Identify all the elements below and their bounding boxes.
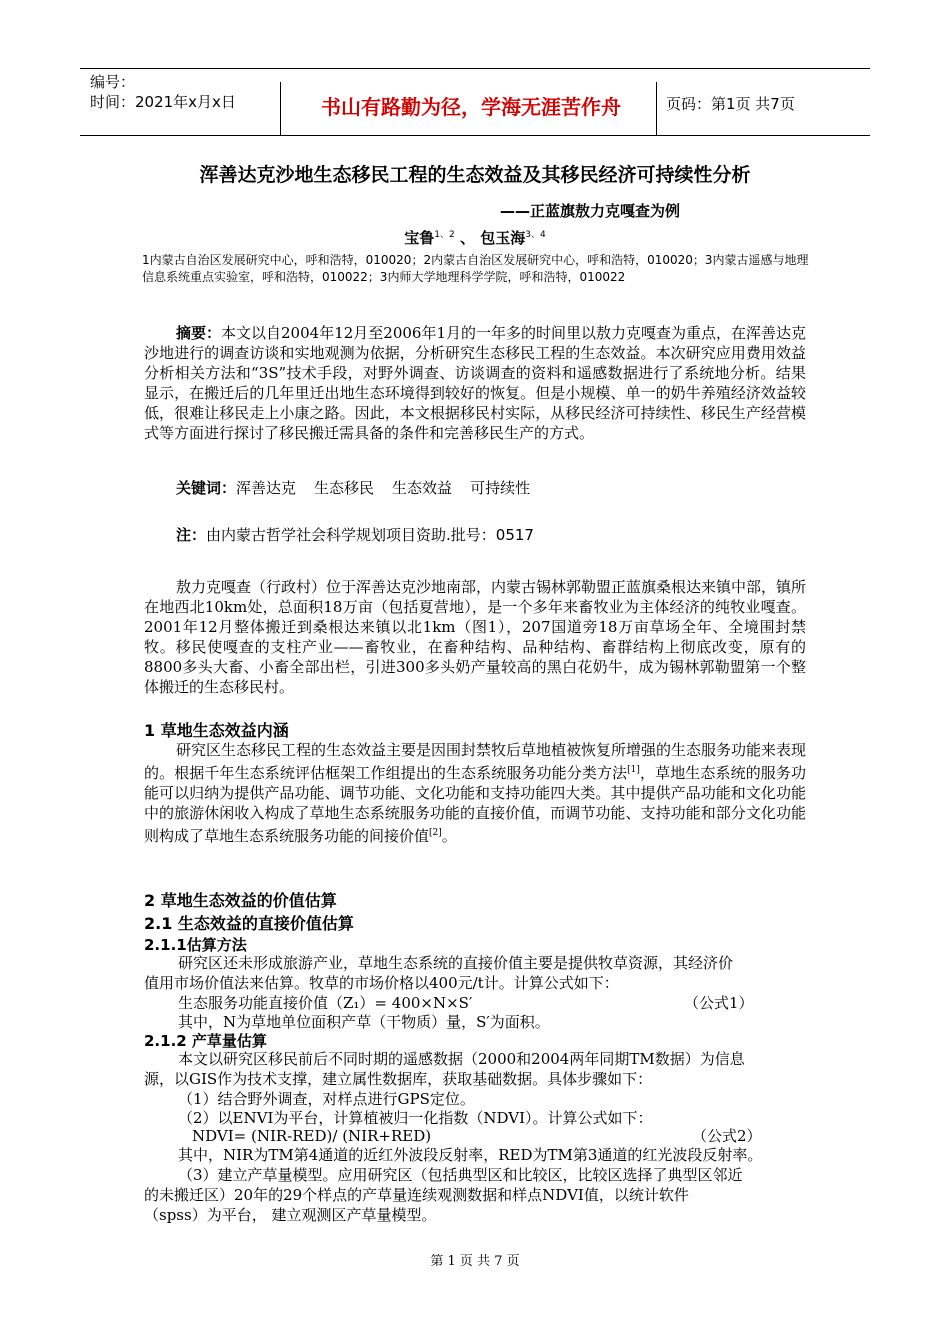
- header-top-rule: [80, 68, 870, 69]
- author-2-affil: 3、4: [525, 230, 546, 240]
- abstract-label: 摘要：: [176, 324, 222, 342]
- method-line-3: 其中，N为草地单位面积产草（干物质）量，S′为面积。: [178, 1013, 550, 1031]
- keyword-item: 可持续性: [470, 479, 531, 497]
- step-2: （2）以ENVI为平台，计算植被归一化指数（NDVI）。计算公式如下：: [178, 1109, 653, 1127]
- author-1: 宝鲁: [404, 229, 435, 247]
- page-footer: 第 1 页 共 7 页: [430, 1254, 520, 1269]
- step-3-line-1: （3）建立产草量模型。应用研究区（包括典型区和比较区，比较区选择了典型区邻近: [178, 1166, 743, 1184]
- formula-2-tag: （公式2）: [692, 1127, 762, 1145]
- section-1-heading: 1 草地生态效益内涵: [144, 721, 289, 740]
- doc-number-label: 编号：: [90, 73, 136, 91]
- header-meta: [90, 72, 236, 112]
- formula-1: 生态服务功能直接价值（Z₁）= 400×N×S′: [178, 994, 473, 1012]
- citation-1: [1]: [627, 765, 640, 775]
- section-2-heading: 2 草地生态效益的价值估算: [144, 891, 337, 910]
- formula-2: NDVI= (NIR-RED)/ (NIR+RED): [192, 1127, 432, 1145]
- keyword-item: 生态效益: [392, 479, 453, 497]
- intro-text: 敖力克嘎查（行政村）位于浑善达克沙地南部，内蒙古锡林郭勒盟正蓝旗桑根达来镇中部，镇所在地西北10km处，总面积18万亩（包括夏营地），是一个多年来畜牧业为主体经济的纯牧业嘎查。2001年12月整体搬迁到桑根达来镇以北1km（图1），207国道旁18万亩草场全年、全境围封禁牧。移民使嘎查的支柱产业——畜牧业，在畜种结构、品种结构、畜群结构上彻底改变，原有的8800多头大畜、小畜全部出栏，引进300多头奶产量较高的黑白花奶牛，成为锡林郭勒盟第一个整体搬迁的生态移民村。: [144, 578, 807, 696]
- header-bottom-rule: [80, 135, 870, 136]
- intro-paragraph: [144, 577, 806, 697]
- keywords: [176, 477, 548, 498]
- citation-2: [2]: [429, 828, 442, 838]
- header-motto: 书山有路勤为径，学海无涯苦作舟: [321, 95, 621, 119]
- keyword-item: 生态移民: [314, 479, 375, 497]
- abstract: [144, 323, 806, 443]
- estimate-line-2: 源，以GIS作为技术支撑，建立属性数据库，获取基础数据。具体步骤如下：: [144, 1070, 653, 1088]
- section-1-text-c: 。: [441, 827, 457, 845]
- affiliations: 1内蒙古自治区发展研究中心，呼和浩特，010020；2内蒙古自治区发展研究中心，呼和浩特，010020；3内蒙古遥感与地理信息系统重点实验室，呼和浩特，010022；3内师大学地理科学学院，呼和浩特，010022: [142, 253, 809, 284]
- paper-title: 浑善达克沙地生态移民工程的生态效益及其移民经济可持续性分析: [199, 164, 751, 186]
- section-2-1-heading: 2.1 生态效益的直接价值估算: [144, 914, 354, 933]
- author-2: 包玉海: [480, 229, 526, 247]
- keyword-item: 浑善达克: [236, 479, 297, 497]
- section-2-1-2-heading: 2.1.2 产草量估算: [144, 1032, 267, 1050]
- author-1-affil: 1、2: [434, 230, 455, 240]
- step-3-line-3: （spss）为平台， 建立观测区产草量模型。: [144, 1206, 437, 1224]
- paper-subtitle: ——正蓝旗敖力克嘎查为例: [500, 202, 681, 220]
- formula-1-tag: （公式1）: [684, 994, 754, 1012]
- funding-note-label: 注：: [176, 526, 207, 544]
- step-1: （1）结合野外调查，对样点进行GPS定位。: [178, 1090, 475, 1108]
- funding-note-text: 由内蒙古哲学社会科学规划项目资助.批号：0517: [206, 526, 534, 544]
- ndvi-explain-line: 其中，NIR为TM第4通道的近红外波段反射率，RED为TM第3通道的红光波段反射率。: [178, 1146, 763, 1164]
- method-line-1: 研究区还未形成旅游产业，草地生态系统的直接价值主要是提供牧草资源，其经济价: [178, 954, 734, 972]
- abstract-text: 本文以自2004年12月至2006年1月的一年多的时间里以敖力克嘎查为重点，在浑善达克沙地进行的调查访谈和实地观测为依据，分析研究生态移民工程的生态效益。本次研究应用费用效益分析相关方法和“3S”技术手段，对野外调查、访谈调查的资料和遥感数据进行了系统地分析。结果显示，在搬迁后的几年里迁出地生态环境得到较好的恢复。但是小规模、单一的奶牛养殖经济效益较低，很难让移民走上小康之路。因此，本文根据移民村实际，从移民经济可持续性、移民生产经营模式等方面进行探讨了移民搬迁需具备的条件和完善移民生产的方式。: [144, 324, 806, 442]
- section-1-text-a: 研究区生态移民工程的生态效益主要是因围封禁牧后草地植被恢复所增强的生态服务功能来表现的。根据千年生态系统评估框架工作组提出的生态系统服务功能分类方法: [144, 741, 807, 782]
- keywords-label: 关键词：: [176, 479, 237, 497]
- section-1-text-b: ，草地生态系统的服务功能可以归纳为提供产品功能、调节功能、文化功能和支持功能四大类。其中提供产品功能和文化功能中的旅游休闲收入构成了草地生态系统服务功能的直接价值，而调节功能、支持功能和部分文化功能则构成了草地生态系统服务功能的间接价值: [144, 764, 806, 845]
- header-page-indicator: 页码：第1页 共7页: [666, 95, 795, 113]
- step-3-line-2: 的未搬迁区）20年的29个样点的产草量连续观测数据和样点NDVI值，以统计软件: [144, 1186, 689, 1204]
- section-2-1-1-heading: 2.1.1估算方法: [144, 936, 247, 954]
- doc-time-label: 时间：2021年x月x日: [90, 93, 236, 111]
- header-divider-right: [656, 82, 657, 135]
- funding-note: [176, 524, 534, 545]
- author-separator: 、: [459, 229, 475, 247]
- header-divider-left: [280, 82, 281, 135]
- estimate-line-1: 本文以研究区移民前后不同时期的遥感数据（2000和2004两年同期TM数据）为信息: [178, 1050, 745, 1068]
- method-line-2: 值用市场价值法来估算。牧草的市场价格以400元/t计。计算公式如下：: [144, 974, 619, 992]
- section-1-paragraph: [144, 740, 806, 846]
- paper-authors: [0, 227, 950, 248]
